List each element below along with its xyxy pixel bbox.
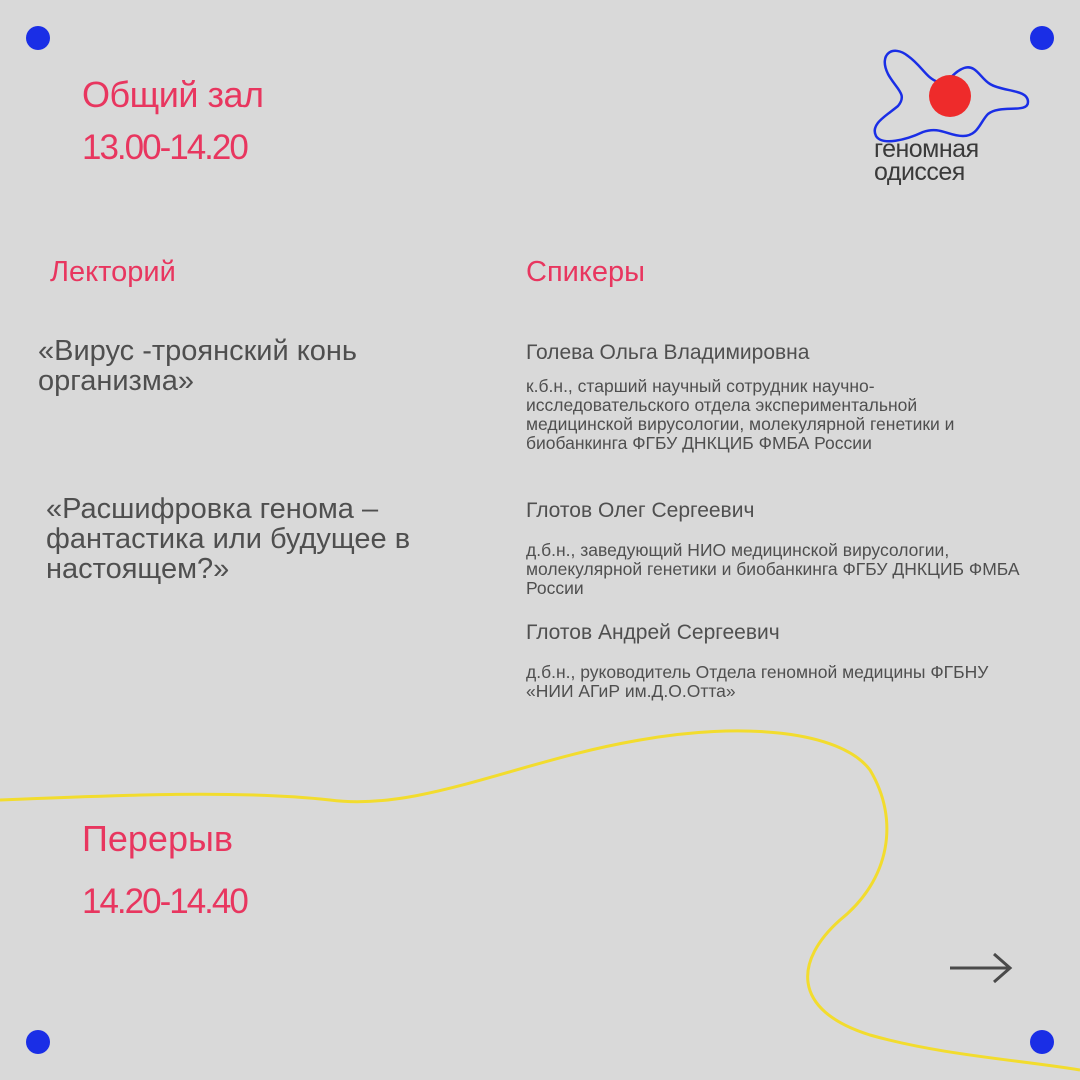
lectures-heading: Лекторий — [50, 256, 176, 288]
speaker-name-3: Глотов Андрей Сергеевич — [526, 621, 780, 644]
break-label: Перерыв — [82, 818, 233, 859]
hall-title: Общий зал — [82, 74, 264, 115]
speaker-description-1: к.б.н., старший научный сотрудник научно-исследовательского отдела экспериментальной медицинской вирусологии, молекулярной генетики и биобанкинга ФГБУ ДНКЦИБ ФМБА России — [526, 376, 955, 453]
logo-line-2: одиссея — [874, 158, 965, 186]
break-time: 14.20-14.40 — [82, 882, 247, 921]
lecture-title-2: «Расшифровка генома – фантастика или будущее в настоящем?» — [46, 493, 411, 585]
session-time: 13.00-14.20 — [82, 128, 247, 167]
speaker-description-3: д.б.н., руководитель Отдела геномной медицины ФГБНУ «НИИ АГиР им.Д.О.Отта» — [526, 662, 989, 701]
speakers-heading: Спикеры — [526, 256, 645, 288]
lecture-title-1: «Вирус -троянский конь организма» — [38, 335, 358, 397]
arrow-right-icon[interactable] — [948, 948, 1014, 988]
logo-line-1: геномная — [874, 135, 979, 163]
logo-wordmark — [874, 135, 979, 186]
speaker-name-2: Глотов Олег Сергеевич — [526, 499, 755, 522]
speaker-name-1: Голева Ольга Владимировна — [526, 341, 810, 364]
speaker-description-2: д.б.н., заведующий НИО медицинской вирусологии, молекулярной генетики и биобанкинга ФГБУ ДНКЦИБ ФМБА России — [526, 540, 1020, 598]
